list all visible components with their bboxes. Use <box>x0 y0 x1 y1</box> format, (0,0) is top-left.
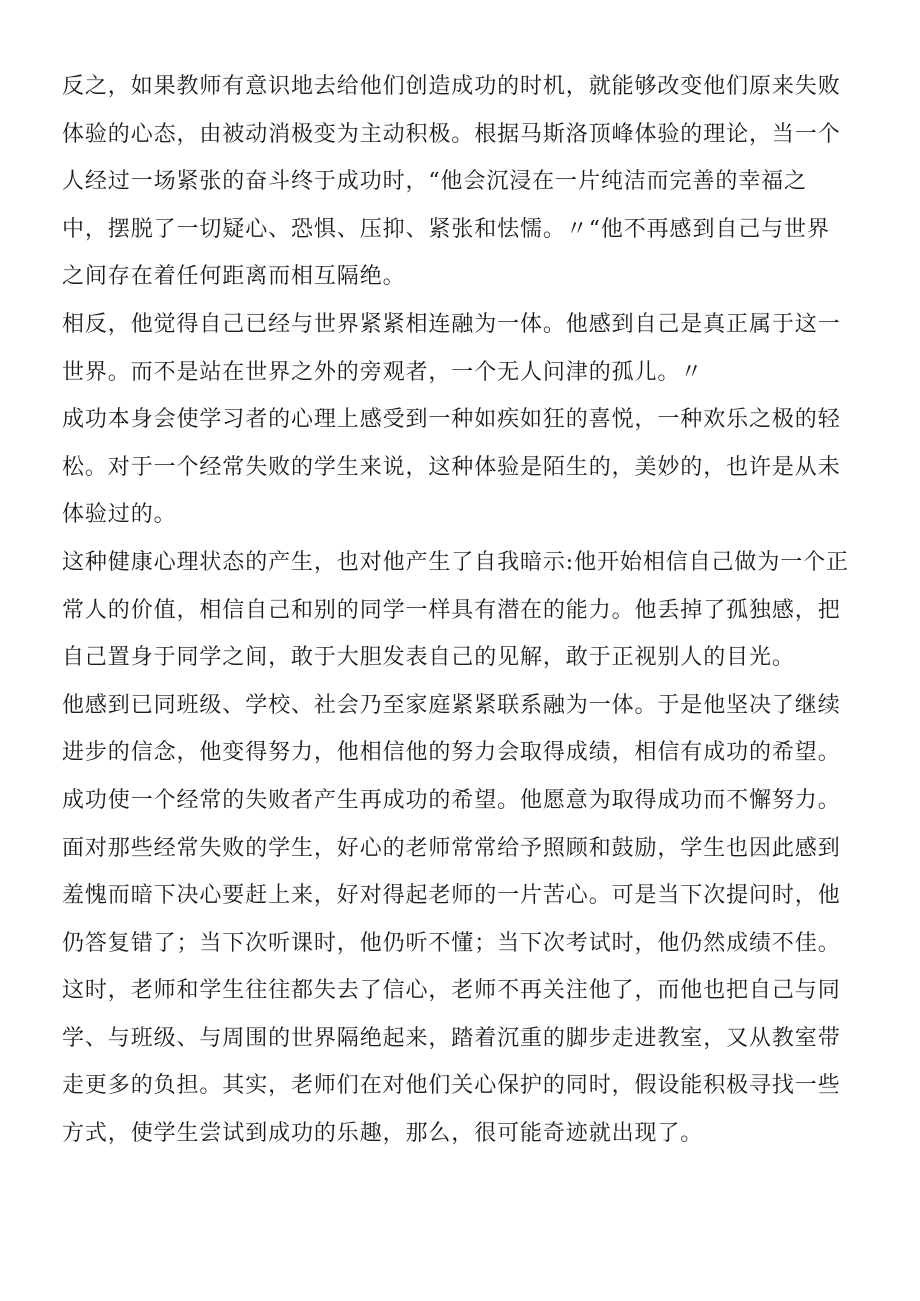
text-line: 他感到已同班级、学校、社会乃至家庭紧紧联系融为一体。于是他坚决了继续 <box>62 692 841 718</box>
text-line: 常人的价值，相信自己和别的同学一样具有潜在的能力。他丢掉了孤独感，把 <box>62 597 841 623</box>
text-line: 进步的信念，他变得努力，他相信他的努力会取得成绩，相信有成功的希望。 <box>62 740 841 766</box>
text-line: 成功本身会使学习者的心理上感受到一种如疾如狂的喜悦，一种欢乐之极的轻 <box>62 407 841 433</box>
text-line: 体验过的。 <box>62 502 177 528</box>
text-line: 相反，他觉得自己已经与世界紧紧相连融为一体。他感到自己是真正属于这一 <box>62 311 841 337</box>
text-line: 这时，老师和学生往往都失去了信心，老师不再关注他了，而他也把自己与同 <box>62 978 841 1004</box>
text-line: 中，摆脱了一切疑心、恐惧、压抑、紧张和怯懦。〃“他不再感到自己与世界 <box>62 216 830 242</box>
text-line: 仍答复错了；当下次听课时，他仍听不懂；当下次考试时，他仍然成绩不佳。 <box>62 930 841 956</box>
text-line: 自己置身于同学之间，敢于大胆发表自己的见解，敢于正视别人的目光。 <box>62 645 795 671</box>
document-body-text <box>0 63 920 1158</box>
text-line: 之间存在着任何距离而相互隔绝。 <box>62 264 406 290</box>
text-line: 体验的心态，由被动消极变为主动积极。根据马斯洛顶峰体验的理论，当一个 <box>62 121 841 147</box>
text-line: 方式，使学生尝试到成功的乐趣，那么，很可能奇迹就出现了。 <box>62 1121 704 1147</box>
text-line: 松。对于一个经常失败的学生来说，这种体验是陌生的，美妙的，也许是从未 <box>62 454 841 480</box>
text-line: 成功使一个经常的失败者产生再成功的希望。他愿意为取得成功而不懈努力。 <box>62 787 841 813</box>
text-line: 反之，如果教师有意识地去给他们创造成功的时机，就能够改变他们原来失败 <box>62 74 841 99</box>
text-line: 羞愧而暗下决心要赶上来，好对得起老师的一片苦心。可是当下次提问时，他 <box>62 883 841 909</box>
text-line: 面对那些经常失败的学生，好心的老师常常给予照顾和鼓励，学生也因此感到 <box>62 835 841 861</box>
text-line: 世界。而不是站在世界之外的旁观者，一个无人问津的孤儿。〃 <box>62 359 704 385</box>
text-line: 这种健康心理状态的产生，也对他产生了自我暗示:他开始相信自己做为一个正 <box>62 549 849 575</box>
text-line: 走更多的负担。其实，老师们在对他们关心保护的同时，假设能积极寻找一些 <box>62 1073 841 1099</box>
text-line: 学、与班级、与周围的世界隔绝起来，踏着沉重的脚步走进教室，又从教室带 <box>62 1025 841 1051</box>
text-line: 人经过一场紧张的奋斗终于成功时，“他会沉浸在一片纯洁而完善的幸福之 <box>62 169 807 195</box>
